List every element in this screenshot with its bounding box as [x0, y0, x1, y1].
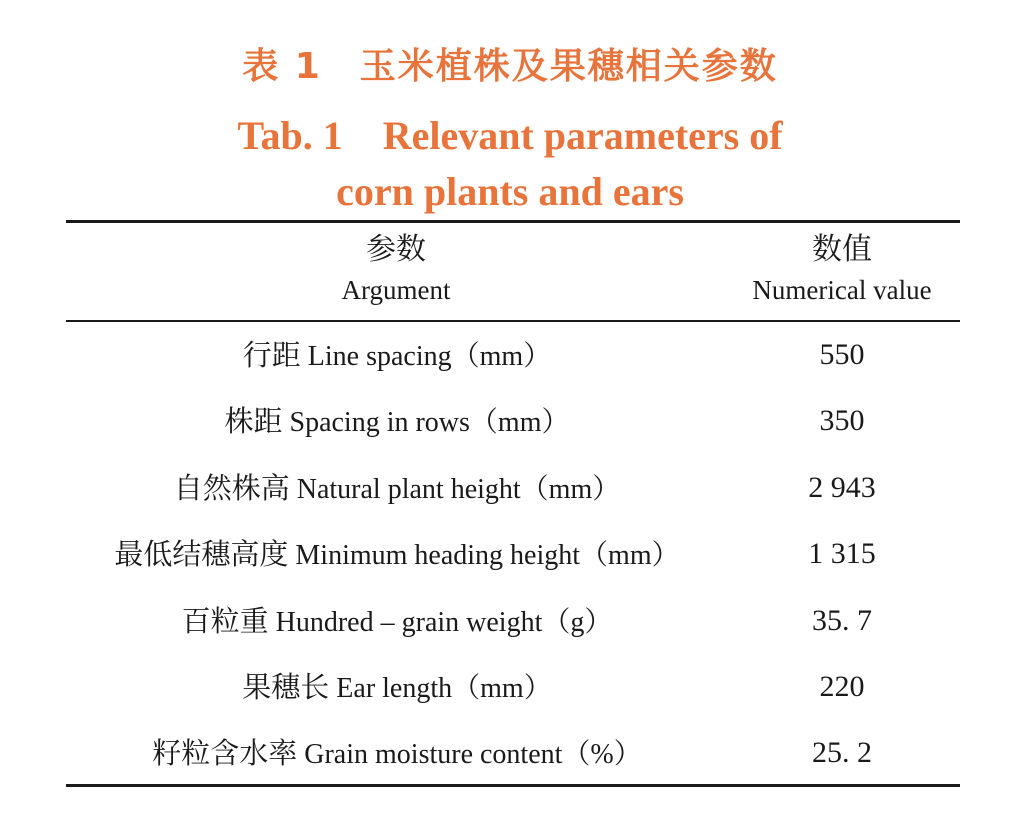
- row-argument: [66, 388, 728, 456]
- row-argument-cn: 百粒重: [181, 604, 269, 638]
- row-value: 220: [819, 670, 865, 703]
- table-row: [66, 388, 960, 454]
- row-argument: [66, 654, 728, 722]
- table-bottom-rule: [66, 784, 960, 787]
- table-caption-chinese: 表 1 玉米植株及果穗相关参数: [242, 46, 778, 87]
- table-row: [66, 322, 960, 388]
- header-argument: [296, 230, 496, 310]
- row-argument: [66, 588, 728, 656]
- table-row: [66, 588, 960, 654]
- row-value: 550: [819, 338, 865, 371]
- row-argument-cn: 果穗长: [242, 670, 330, 704]
- row-argument-en: Line spacing（mm）: [307, 341, 552, 372]
- header-value: [726, 230, 958, 310]
- table-row: [66, 654, 960, 720]
- row-argument-en: Grain moisture content（%）: [304, 739, 642, 770]
- table-row: [66, 455, 960, 521]
- row-value: 35. 7: [812, 604, 872, 637]
- table-top-rule: [66, 220, 960, 223]
- table-caption-english-line-2: corn plants and ears: [336, 169, 684, 214]
- row-argument: [66, 322, 728, 390]
- row-value: 1 315: [808, 537, 876, 570]
- row-argument-en: Hundred – grain weight（g）: [275, 607, 613, 638]
- table-row: [66, 720, 960, 786]
- row-argument-cn: 自然株高: [173, 471, 290, 505]
- row-value: 25. 2: [812, 736, 872, 769]
- header-argument-cn: 参数: [366, 232, 426, 267]
- header-argument-en: Argument: [341, 275, 451, 305]
- row-argument-en: Minimum heading height（mm）: [295, 540, 680, 571]
- header-value-en: Numerical value: [752, 275, 932, 305]
- row-argument-en: Natural plant height（mm）: [296, 474, 621, 505]
- row-argument-cn: 株距: [224, 404, 283, 438]
- header-value-cn: 数值: [812, 232, 872, 267]
- row-argument: [66, 455, 728, 523]
- row-argument-cn: 最低结穗高度: [114, 537, 289, 571]
- row-argument-cn: 行距: [242, 338, 301, 372]
- row-argument: [66, 720, 728, 788]
- table-row: [66, 521, 960, 587]
- row-value: 350: [819, 404, 865, 437]
- table-caption-english-line-1: Tab. 1 Relevant parameters of: [237, 113, 783, 158]
- row-argument-cn: 籽粒含水率: [152, 736, 298, 770]
- row-argument-en: Ear length（mm）: [336, 673, 552, 704]
- row-value: 2 943: [808, 471, 876, 504]
- row-argument: [66, 521, 728, 589]
- row-argument-en: Spacing in rows（mm）: [289, 407, 570, 438]
